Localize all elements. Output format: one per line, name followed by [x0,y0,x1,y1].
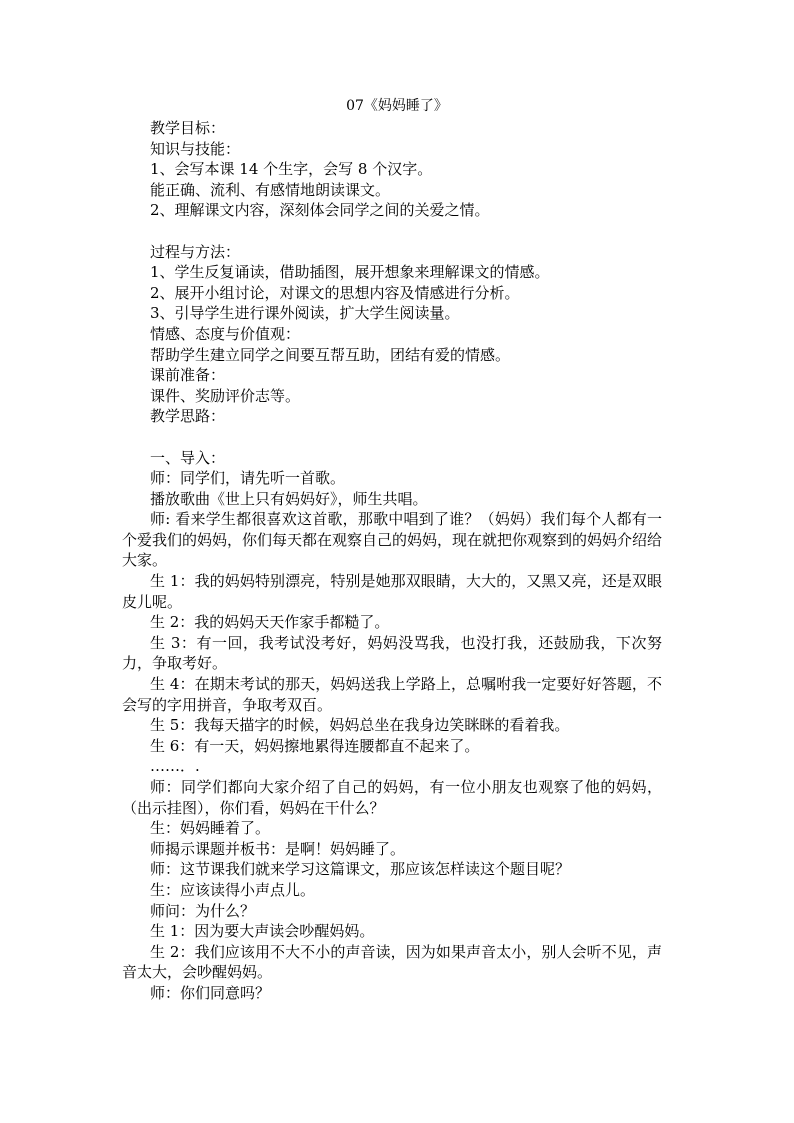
dialogue-paragraph: 师: 看来学生都很喜欢这首歌，那歌中唱到了谁？（妈妈）我们每个人都有一个爱我们的妈妈，你们每天都在观察自己的妈妈，现在就把你观察到的妈妈介绍给大家。 [122,510,663,570]
dialogue-paragraph: 师：同学们都向大家介绍了自己的妈妈，有一位小朋友也观察了他的妈妈，（出示挂图），你们看，妈妈在干什么？ [122,778,662,817]
document-title: 07《妈妈睡了》 [346,98,448,114]
text-line: 教学目标： [150,119,226,137]
dialogue-paragraph: 生 6：有一天，妈妈擦地累得连腰都直不起来了。 [150,736,480,755]
text-line: 1、会写本课 14 个生字，会写 8 个汉字。 [150,160,433,179]
text-line: 能正确、流利、有感情地朗读课文。 [150,180,391,199]
blank-line [122,221,662,242]
dialogue-paragraph: 生 3：有一回，我考试没考好，妈妈没骂我，也没打我，还鼓励我，下次努力，争取考好。 [122,633,662,673]
text-line: 教学思路： [150,407,226,426]
dialogue-paragraph: 生 2：我的妈妈天天作家手都糙了。 [150,613,390,632]
dialogue-paragraph: 生 1：因为要大声读会吵醒妈妈。 [150,922,375,941]
dialogue-paragraph: 生 4：在期末考试的那天，妈妈送我上学路上，总嘱咐我一定要好好答题，不会写的字用拼音，争取考双百。 [122,675,662,714]
dialogue-paragraph: 师：这节课我们就来学习这篇课文，那应该怎样读这个题目呢？ [150,860,571,879]
text-line: 课前准备： [150,366,226,385]
text-line: 情感、态度与价值观： [150,324,301,343]
dialogue-paragraph: 生：妈妈睡着了。 [150,819,271,838]
dialogue-paragraph: 生：应该读得小声点儿。 [150,880,316,899]
dialogue-paragraph: 生 1：我的妈妈特别漂亮，特别是她那双眼睛，大大的，又黑又亮，还是双眼皮儿呢。 [122,572,662,611]
text-line: 知识与技能： [150,139,241,158]
text-line: 1、学生反复诵读，借助插图，展开想象来理解课文的情感。 [150,263,550,282]
dialogue-paragraph: 生 2：我们应该用不大不小的声音读，因为如果声音太小，别人会听不见，声音太大，会吵醒妈妈。 [122,942,662,982]
text-line: 帮助学生建立同学之间要互帮互助，团结有爱的情感。 [150,345,511,364]
text-line: 过程与方法： [150,242,241,261]
dialogue-paragraph: 师揭示课题并板书：是啊！妈妈睡了。 [150,839,406,858]
dialogue-paragraph: 生 5：我每天描字的时候，妈妈总坐在我身边笑眯眯的看着我。 [150,716,570,735]
text-line: 一、导入： [150,448,226,467]
text-line: 课件、奖励评价志等。 [150,386,301,405]
blank-line [122,427,662,448]
dialogue-paragraph: 师：你们同意吗？ [150,983,271,1002]
text-line: 3、引导学生进行课外阅读，扩大学生阅读量。 [150,304,460,323]
text-line: 2、理解课文内容，深刻体会同学之间的关爱之情。 [150,201,490,220]
text-line: 播放歌曲《世上只有妈妈好》，师生共唱。 [150,489,428,508]
dialogue-paragraph: ……．. [150,757,200,776]
dialogue-paragraph: 师问：为什么？ [150,901,256,920]
text-line: 师：同学们，请先听一首歌。 [150,469,346,488]
document-body [122,118,662,1004]
text-line: 2、展开小组讨论，对课文的思想内容及情感进行分析。 [150,283,520,302]
